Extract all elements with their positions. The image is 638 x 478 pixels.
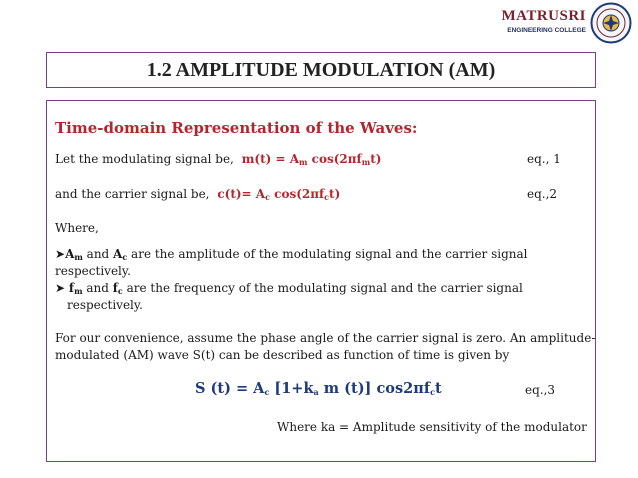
where-label: Where, bbox=[55, 221, 99, 235]
college-logo bbox=[482, 2, 632, 44]
bullet-frequency-continued: respectively. bbox=[67, 298, 143, 312]
brand-name: MATRUSRI bbox=[501, 8, 586, 24]
modulating-signal-text: Let the modulating signal be, bbox=[55, 152, 234, 166]
bullet-frequency: ➤ $f_m$ and $f_c$ are the frequency of the modulating signal and the carrier signal bbox=[55, 281, 523, 296]
content-panel bbox=[46, 100, 596, 462]
slide-title-box bbox=[46, 52, 596, 88]
carrier-signal-line bbox=[55, 187, 340, 201]
paragraph-line-1: For our convenience, assume the phase angle of the carrier signal is zero. An amplitude- bbox=[55, 331, 596, 345]
carrier-signal-text: and the carrier signal be, bbox=[55, 187, 210, 201]
am-wave-formula: S $(t) = A_c$ [$1+k_a$ m (t)] $\cos 2\pi f_ct$ bbox=[195, 380, 442, 397]
modulating-signal-formula: $m(t) = A_m$ $\cos(2\pi f_mt)$ bbox=[241, 152, 382, 167]
slide-title: 1.2 AMPLITUDE MODULATION (AM) bbox=[146, 58, 496, 81]
bullet-amplitude-continued: respectively. bbox=[55, 264, 131, 278]
arrow-bullet-icon: ➤ bbox=[55, 247, 66, 261]
arrow-bullet-icon: ➤ bbox=[55, 281, 66, 295]
equation-number-2: eq.,2 bbox=[527, 187, 558, 201]
paragraph-line-2: modulated (AM) wave S(t) can be described as function of time is given by bbox=[55, 348, 510, 362]
sensitivity-note: Where ka = Amplitude sensitivity of the modulator bbox=[277, 420, 587, 434]
bullet-amplitude: $➤A_m$ and $A_c$ are the amplitude of the modulating signal and the carrier signal bbox=[55, 247, 528, 262]
modulating-signal-line bbox=[55, 152, 381, 166]
section-heading: Time-domain Representation of the Waves: bbox=[55, 119, 418, 137]
carrier-signal-formula: $c(t)= A_c$ $\cos(2\pi f_ct)$ bbox=[217, 187, 341, 202]
equation-number-1: eq., 1 bbox=[527, 152, 561, 166]
college-seal-icon bbox=[590, 2, 632, 44]
equation-number-3: eq.,3 bbox=[525, 383, 556, 397]
brand-subtitle: ENGINEERING COLLEGE bbox=[507, 27, 586, 34]
